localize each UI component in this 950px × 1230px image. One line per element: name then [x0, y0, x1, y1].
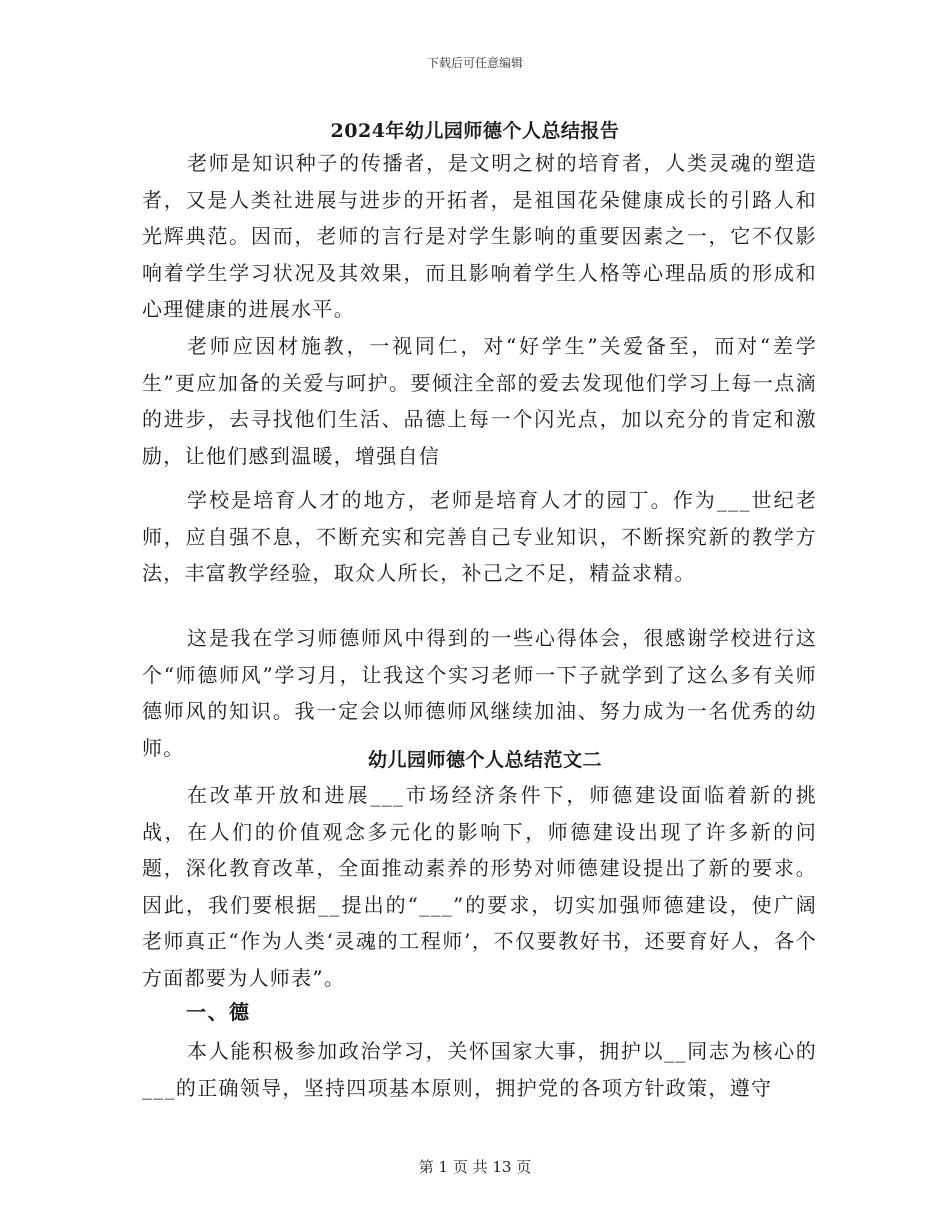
paragraph: 老师应因材施教，一视同仁，对“好学生”关爱备至，而对“差学生”更应加备的关爱与呵护。要倾注全部的爱去发现他们学习上每一点滴的进步，去寻找他们生活、品德上每一个闪光点，加以充分的肯定和激励，让他们感到温暖，增强自信 — [142, 334, 817, 468]
paragraph: 这是我在学习师德师风中得到的一些心得体会，很感谢学校进行这个“师德师风”学习月，让我这个实习老师一下子就学到了这么多有关师德师风的知识。我一定会以师德师风继续加油、努力成为一名优秀的幼师。 — [142, 626, 817, 760]
paragraph: 本人能积极参加政治学习，关怀国家大事，拥护以__同志为核心的___的正确领导，坚持四项基本原则，拥护党的各项方针政策，遵守 — [142, 1039, 817, 1100]
header-note: 下载后可任意编辑 — [426, 56, 523, 70]
paragraph: 在改革开放和进展___市场经济条件下，师德建设面临着新的挑战，在人们的价值观念多元化的影响下，师德建设出现了许多新的问题，深化教育改革，全面推动素养的形势对师德建设提出了新的要求。因此，我们要根据__提出的“___”的要求，切实加强师德建设，使广阔老师真正“作为人类‘灵魂的工程师’，不仅要教好书，还要育好人，各个方面都要为人师表”。 — [142, 783, 817, 990]
section-heading: 一、德 — [186, 1000, 251, 1024]
paragraph: 学校是培育人才的地方，老师是培育人才的园丁。作为___世纪老师，应自强不息，不断充实和完善自己专业知识，不断探究新的教学方法，丰富教学经验，取众人所长，补己之不足，精益求精。 — [142, 488, 817, 585]
document-title: 2024年幼儿园师德个人总结报告 — [330, 120, 620, 142]
section-title: 幼儿园师德个人总结范文二 — [367, 749, 602, 771]
page-number: 第 1 页 共 13 页 — [418, 1158, 532, 1176]
paragraph: 老师是知识种子的传播者，是文明之树的培育者，人类灵魂的塑造者，又是人类社进展与进步的开拓者，是祖国花朵健康成长的引路人和光辉典范。因而，老师的言行是对学生影响的重要因素之一，它不仅影响着学生学习状况及其效果，而且影响着学生人格等心理品质的形成和心理健康的进展水平。 — [142, 151, 817, 321]
